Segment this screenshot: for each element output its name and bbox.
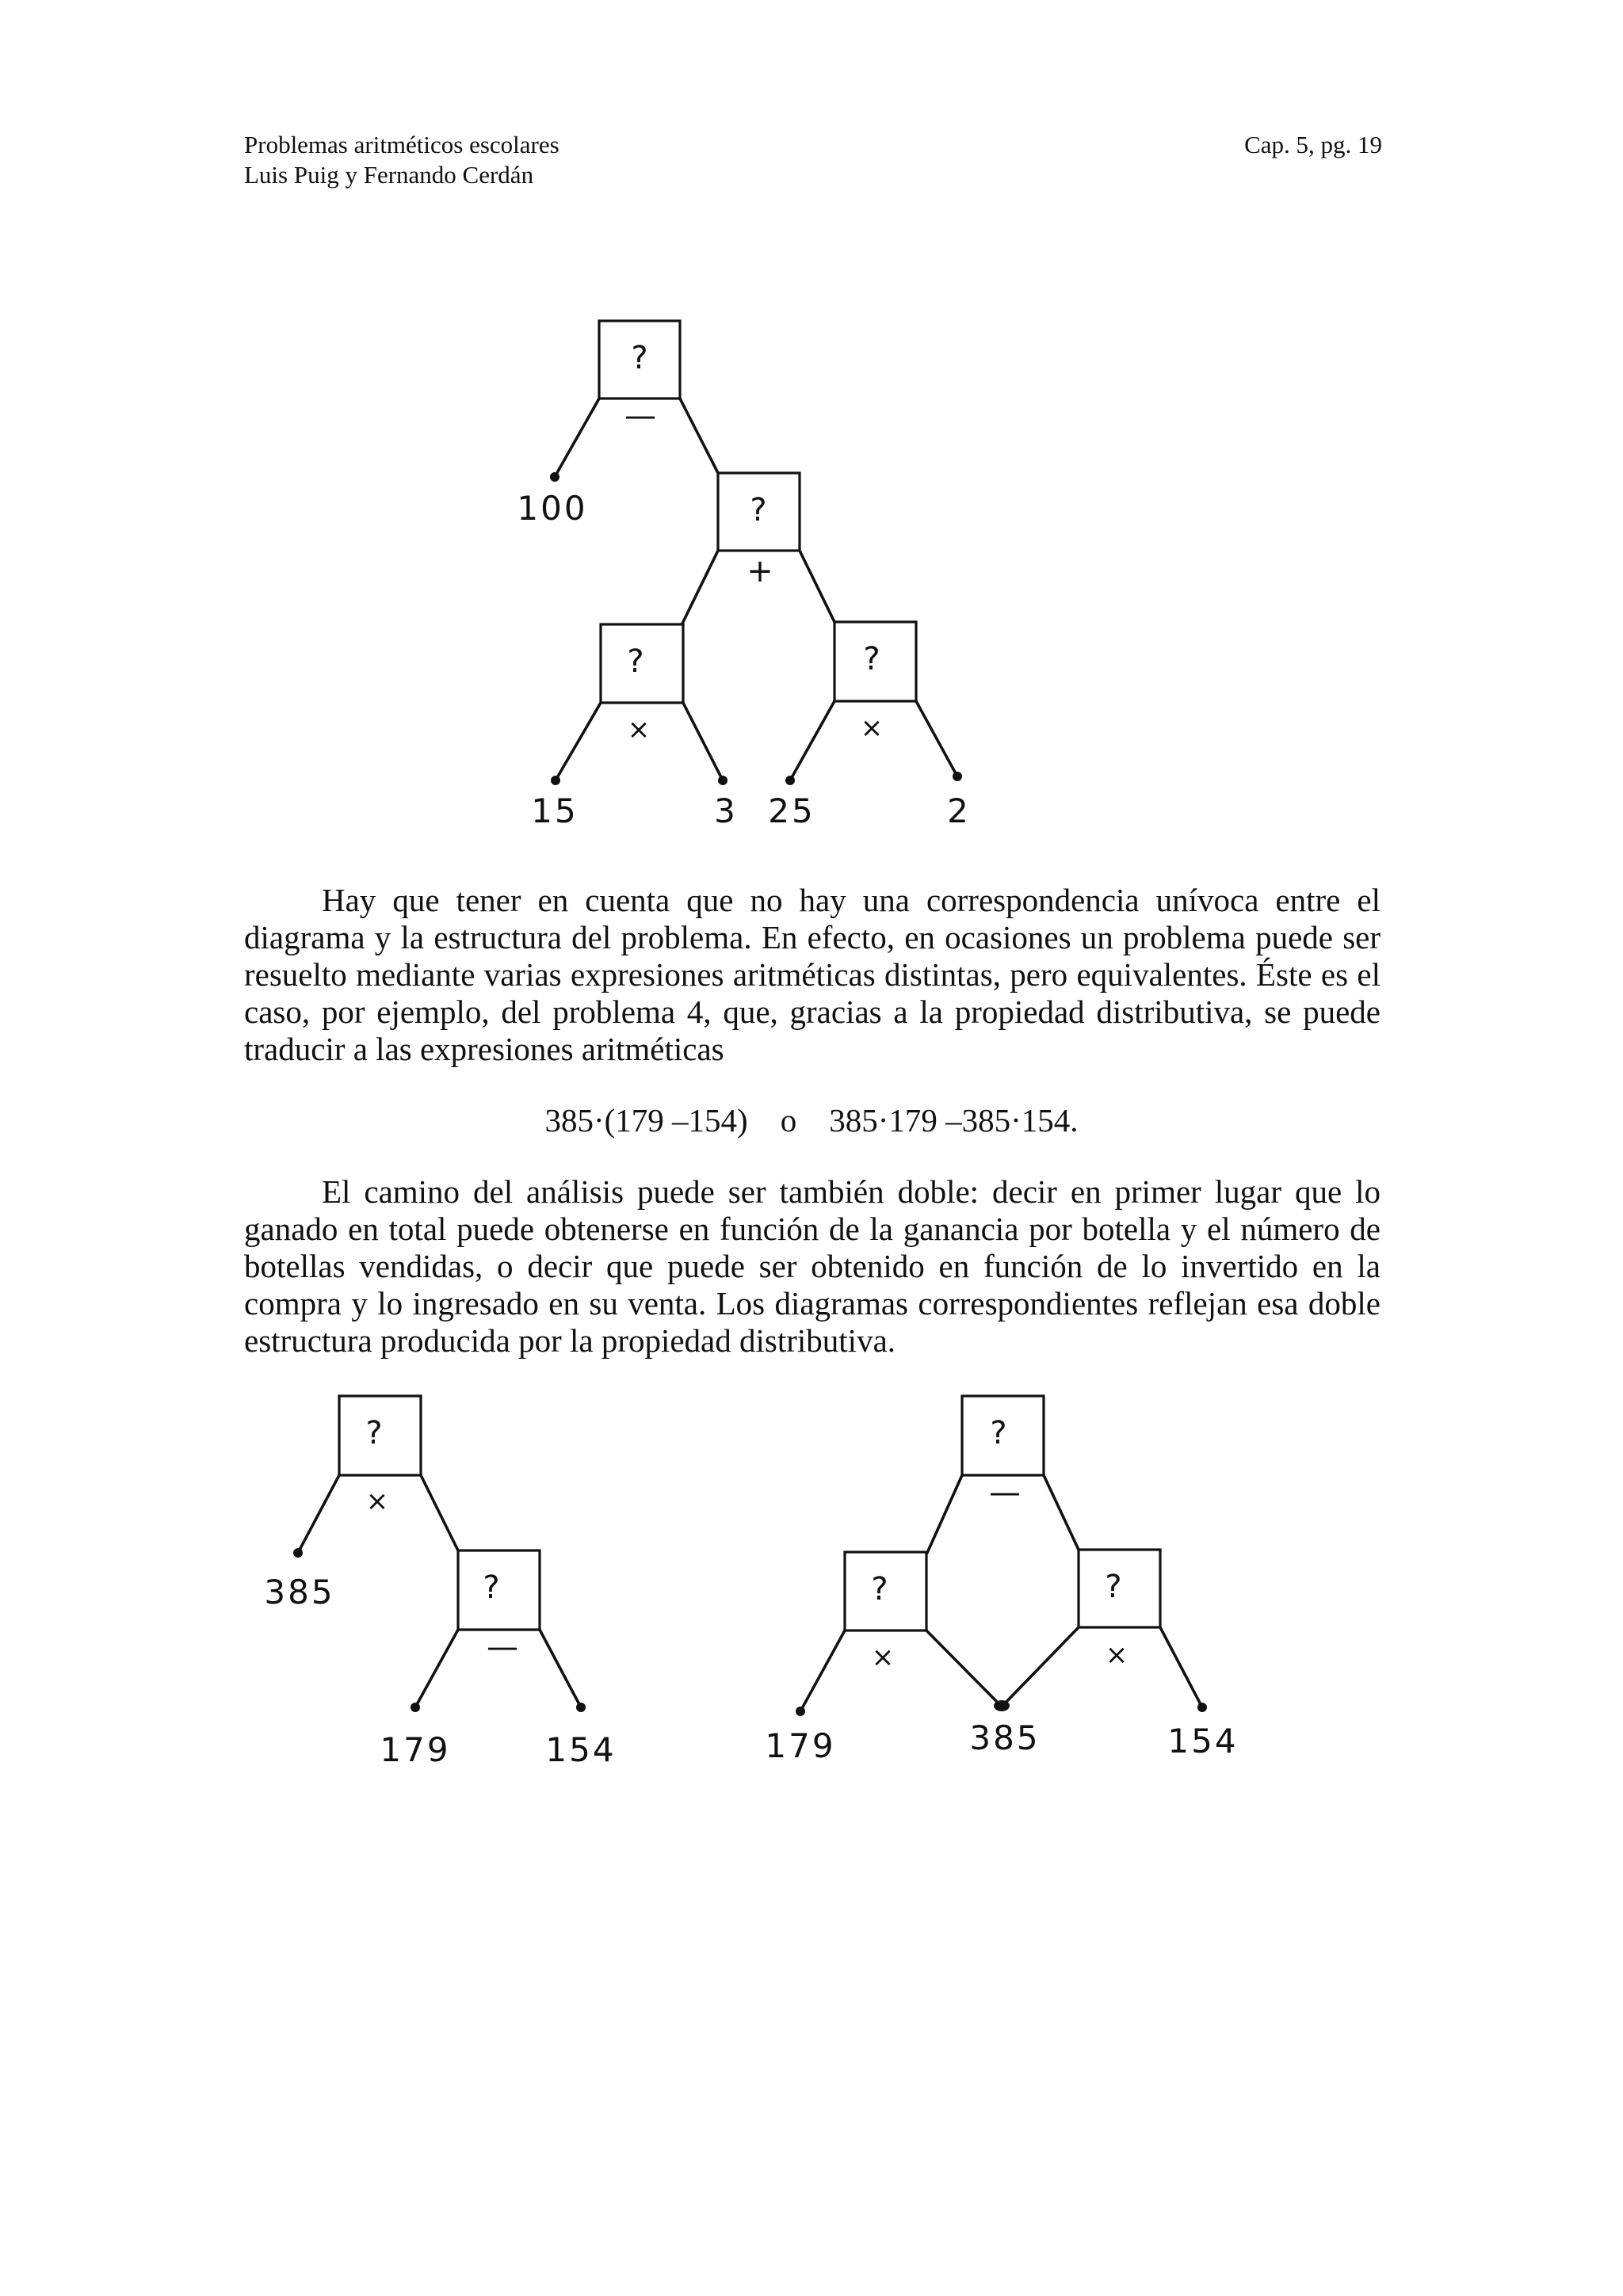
- authors: Luis Puig y Fernando Cerdán: [244, 161, 534, 189]
- unknown-mark: ?: [863, 641, 880, 677]
- operator-minus: —: [487, 1629, 518, 1665]
- leaf-label: 2: [947, 791, 971, 830]
- leaf-label: 385: [969, 1718, 1041, 1757]
- leaf-label: 25: [768, 791, 815, 830]
- operator-times: ×: [1105, 1639, 1128, 1671]
- paragraph-2: El camino del análisis puede ser también doble: decir en primer lugar que lo ganado en total puede obtenerse en función de la ganancia por botella y el número de botellas vendidas, o decir que puede ser obtenido en función de lo invertido en la compra y lo ingresado en su venta. Los diagramas correspondientes reflejan esa doble estructura producida por la propiedad distributiva.: [244, 1173, 1381, 1359]
- leaf-label: 15: [531, 791, 579, 830]
- operator-minus: —: [989, 1474, 1021, 1511]
- arithmetic-expressions: 385·(179 –154) o 385·179 –385·154.: [544, 1102, 1079, 1138]
- leaf-label: 154: [1167, 1722, 1239, 1760]
- unknown-mark: ?: [627, 643, 644, 680]
- operator-times: ×: [860, 712, 884, 744]
- node-box-top: [962, 1396, 1044, 1475]
- leaf-label: 100: [517, 489, 588, 528]
- book-title: Problemas aritméticos escolares: [244, 131, 559, 158]
- operator-times: ×: [365, 1486, 389, 1517]
- unknown-mark: ?: [1105, 1569, 1122, 1605]
- leaf-label: 179: [765, 1726, 836, 1765]
- unknown-mark: ?: [871, 1571, 888, 1608]
- leaf-label: 154: [545, 1730, 617, 1769]
- operator-times: ×: [871, 1642, 895, 1673]
- operator-times: ×: [627, 714, 651, 746]
- leaf-label: 3: [714, 791, 738, 830]
- unknown-mark: ?: [483, 1569, 500, 1606]
- unknown-mark: ?: [631, 340, 648, 376]
- unknown-mark: ?: [750, 492, 767, 528]
- operator-plus: +: [747, 553, 773, 589]
- leaf-label: 385: [264, 1573, 335, 1611]
- node-box-right: [1079, 1550, 1160, 1627]
- diagram-3-dots: [796, 1700, 1207, 1716]
- paragraph-1: Hay que tener en cuenta que no hay una correspondencia unívoca entre el diagrama y la estructura del problema. En efecto, en ocasiones un problema puede ser resuelto mediante varias expresiones aritméticas distintas, pero equivalentes. Éste es el caso, por ejemplo, del problema 4, que, gracias a la propiedad distributiva, se puede traducir a las expresiones aritméticas: [244, 882, 1381, 1067]
- unknown-mark: ?: [365, 1415, 383, 1451]
- operator-minus: —: [624, 398, 656, 434]
- page-reference: Cap. 5, pg. 19: [1244, 131, 1382, 158]
- node-box-left: [845, 1552, 926, 1630]
- leaf-label: 179: [380, 1730, 451, 1769]
- unknown-mark: ?: [990, 1415, 1007, 1451]
